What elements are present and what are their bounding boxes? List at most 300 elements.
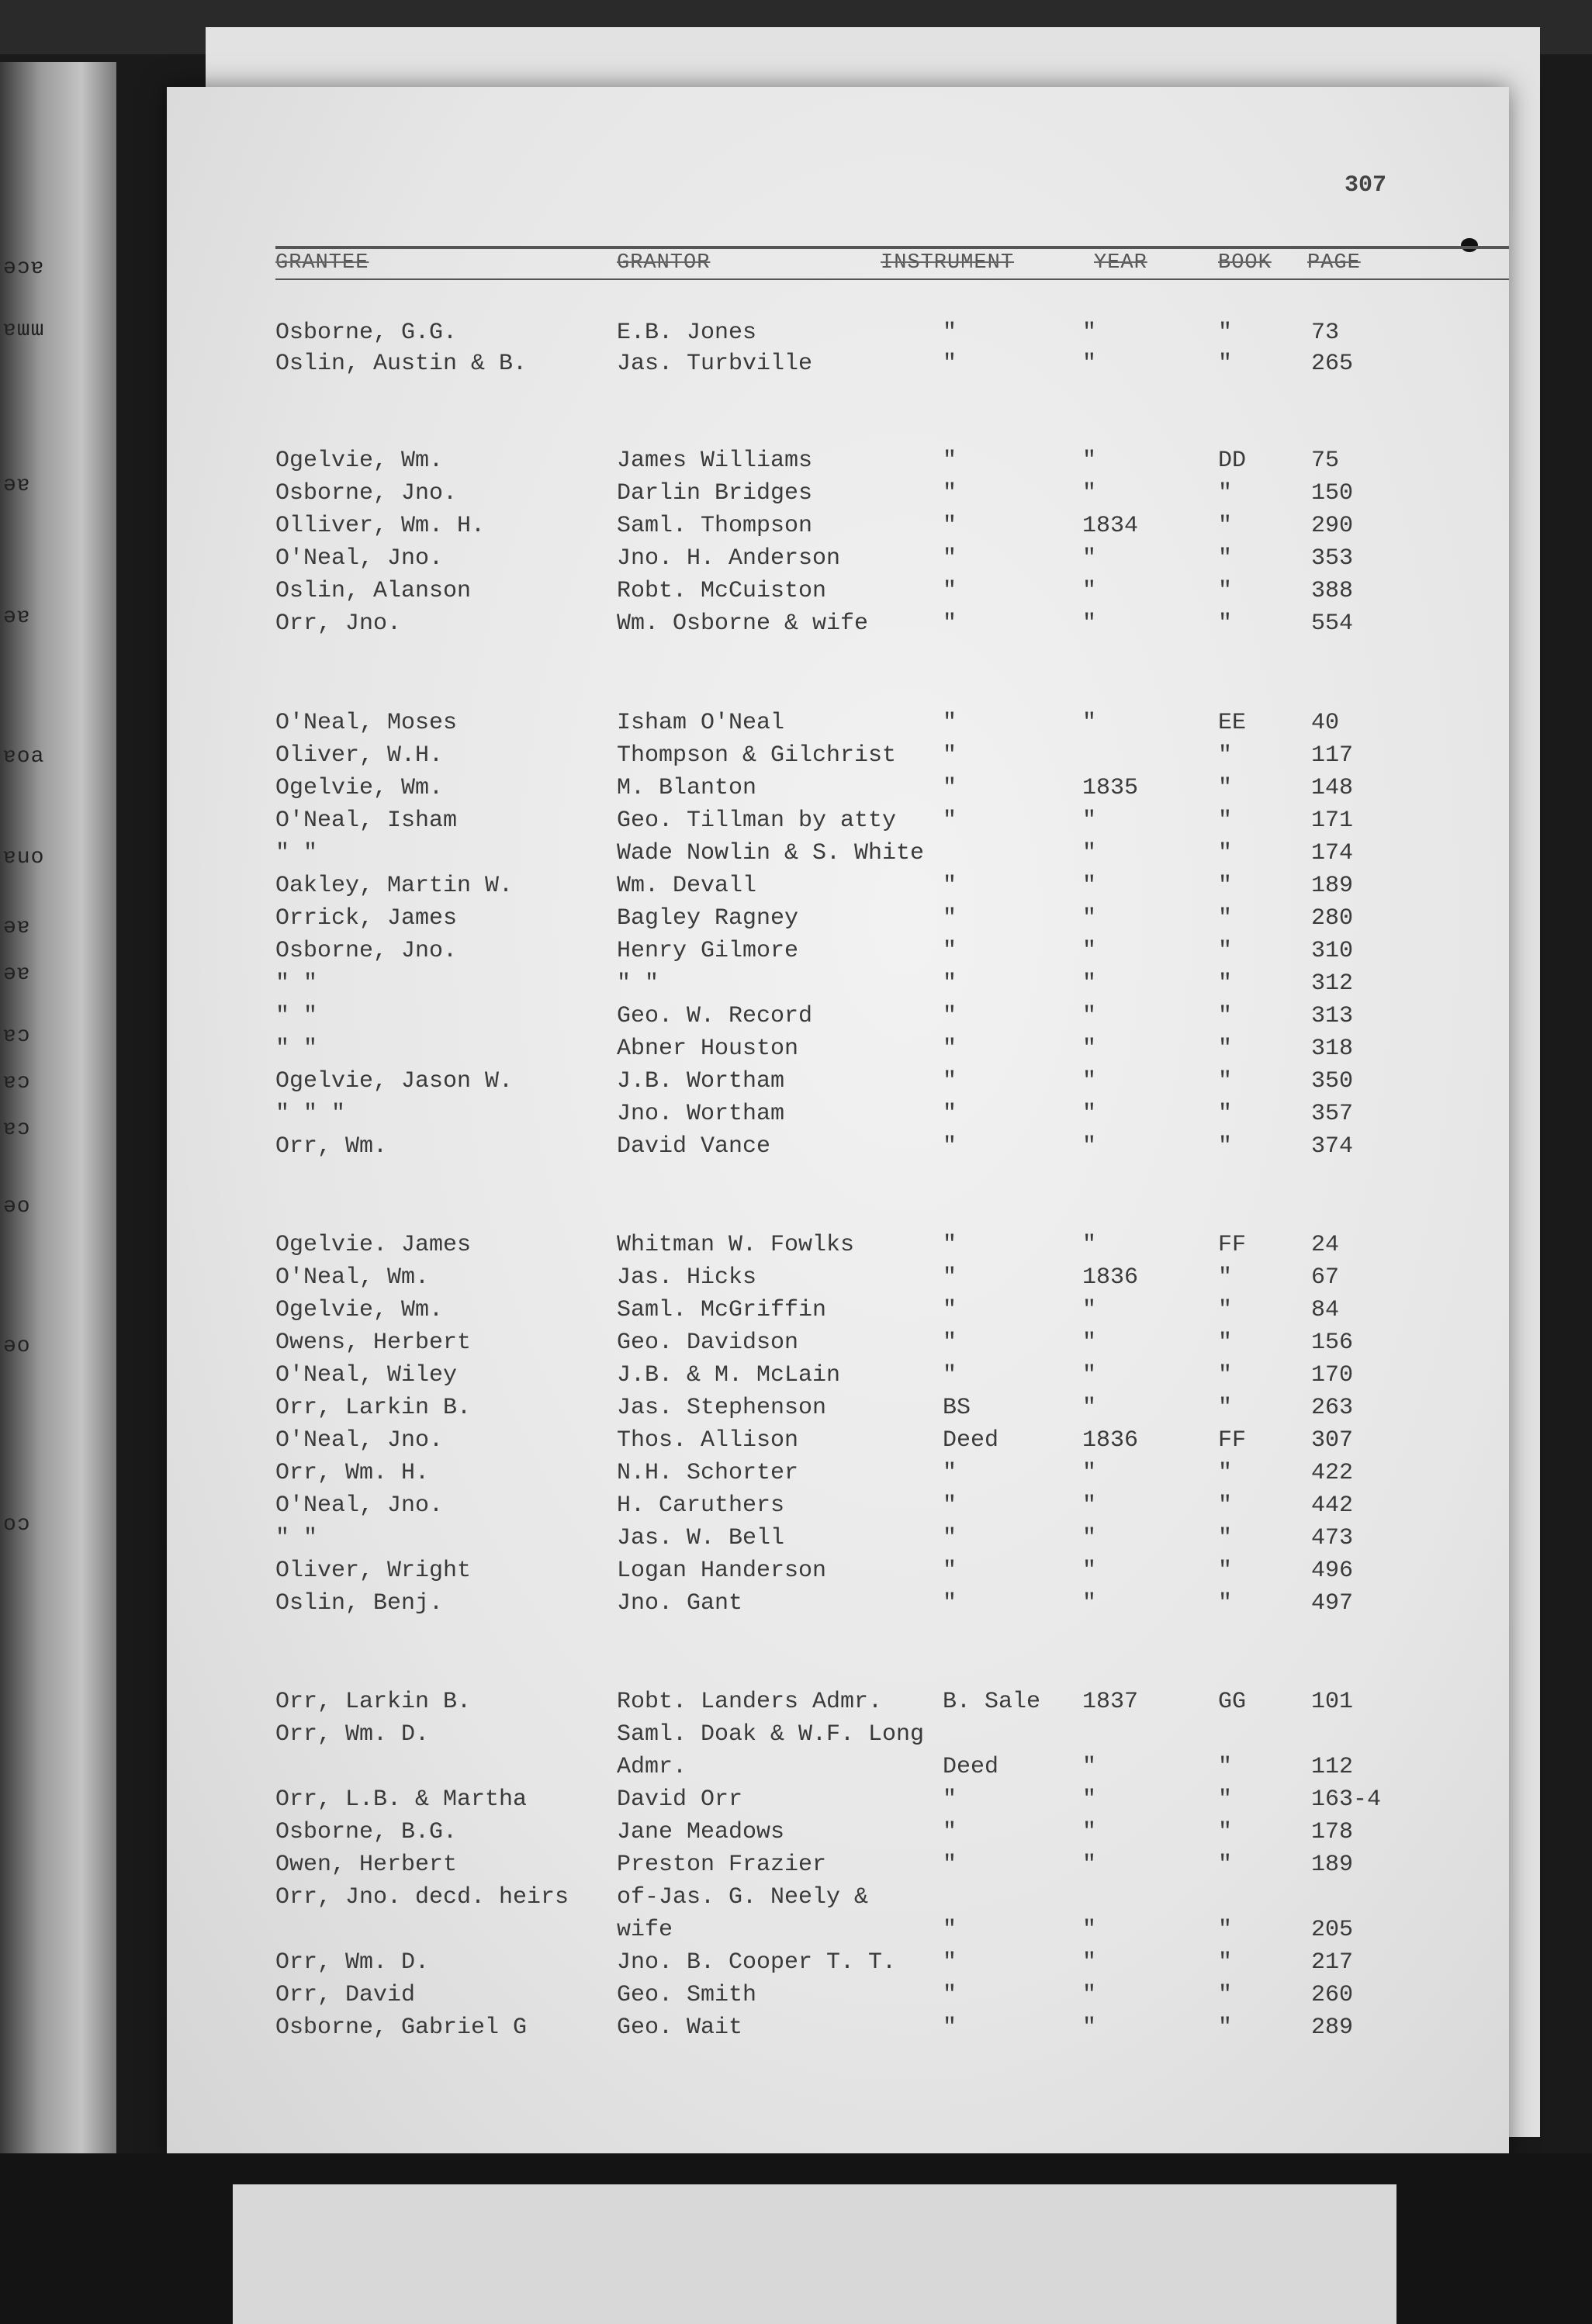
- cell-year: ": [1082, 808, 1097, 834]
- ledger-row: [167, 448, 1509, 480]
- cell-year: ": [1082, 2014, 1097, 2041]
- ledger-row: [167, 873, 1509, 905]
- cell-grantor: Abner Houston: [617, 1036, 799, 1062]
- cell-book: ": [1218, 320, 1233, 346]
- cell-grantor: J.B. & M. McLain: [617, 1362, 841, 1389]
- cell-grantor: Robt. Landers Admr.: [617, 1689, 883, 1715]
- cell-grantee: Osborne, Gabriel G: [275, 2014, 528, 2041]
- cell-grantee: Ogelvie, Wm.: [275, 775, 444, 801]
- cell-book: ": [1218, 578, 1233, 604]
- cell-year: ": [1082, 1949, 1097, 1976]
- ledger-row: [167, 1264, 1509, 1297]
- cell-grantee: O'Neal, Jno.: [275, 1492, 444, 1519]
- cell-book: ": [1218, 1558, 1233, 1584]
- cell-grantor: H. Caruthers: [617, 1492, 785, 1519]
- cell-grantee: Osborne, Jno.: [275, 480, 458, 507]
- cell-instrument: ": [943, 1590, 957, 1617]
- cell-year: ": [1082, 970, 1097, 997]
- cell-grantor: Isham O'Neal: [617, 710, 785, 736]
- cell-book: ": [1218, 1362, 1233, 1389]
- cell-page: 112: [1311, 1754, 1354, 1780]
- cell-year: ": [1082, 1101, 1097, 1127]
- cell-instrument: ": [943, 873, 957, 899]
- cell-book: ": [1218, 480, 1233, 507]
- cell-grantee: Osborne, G.G.: [275, 320, 458, 346]
- cell-year: ": [1082, 1036, 1097, 1062]
- cell-page: 353: [1311, 545, 1354, 572]
- header-year: YEAR: [1094, 251, 1147, 275]
- ledger-row: [167, 578, 1509, 610]
- cell-instrument: ": [943, 1460, 957, 1486]
- ledger-row: [167, 1754, 1509, 1786]
- cell-page: 150: [1311, 480, 1354, 507]
- cell-year: 1836: [1082, 1427, 1139, 1454]
- cell-grantor: Geo. Smith: [617, 1982, 757, 2008]
- cell-grantor: Admr.: [617, 1754, 687, 1780]
- margin-fragment: ǝo: [3, 1334, 31, 1358]
- ledger-row: [167, 775, 1509, 808]
- cell-page: 388: [1311, 578, 1354, 604]
- cell-page: 189: [1311, 873, 1354, 899]
- cell-book: ": [1218, 1068, 1233, 1095]
- ledger-row: [167, 1036, 1509, 1068]
- cell-book: ": [1218, 1819, 1233, 1845]
- cell-instrument: ": [943, 1232, 957, 1258]
- margin-fragment: ɐɔ: [3, 1024, 31, 1048]
- cell-grantor: " ": [617, 970, 659, 997]
- ledger-row: [167, 1982, 1509, 2014]
- cell-grantor: Geo. W. Record: [617, 1003, 813, 1029]
- cell-grantor: Geo. Davidson: [617, 1330, 799, 1356]
- cell-instrument: ": [943, 775, 957, 801]
- cell-grantee: Owens, Herbert: [275, 1330, 472, 1356]
- ledger-row: [167, 1689, 1509, 1721]
- cell-year: ": [1082, 840, 1097, 866]
- cell-grantee: Owen, Herbert: [275, 1852, 458, 1878]
- cell-grantor: Wm. Osborne & wife: [617, 610, 869, 637]
- cell-grantee: " ": [275, 1003, 318, 1029]
- cell-instrument: ": [943, 710, 957, 736]
- cell-grantor: Bagley Ragney: [617, 905, 799, 932]
- cell-grantor: James Williams: [617, 448, 813, 474]
- cell-grantor: Geo. Wait: [617, 2014, 743, 2041]
- cell-grantee: Ogelvie, Wm.: [275, 448, 444, 474]
- ledger-row: [167, 970, 1509, 1003]
- cell-instrument: Deed: [943, 1427, 999, 1454]
- cell-grantor: Jas. Stephenson: [617, 1395, 827, 1421]
- ledger-row: [167, 1852, 1509, 1884]
- cell-page: 174: [1311, 840, 1354, 866]
- cell-instrument: ": [943, 1330, 957, 1356]
- margin-fragment: ǝɐ: [3, 473, 31, 497]
- cell-instrument: ": [943, 513, 957, 539]
- cell-instrument: ": [943, 1133, 957, 1160]
- cell-grantee: Oliver, Wright: [275, 1558, 472, 1584]
- ledger-row: [167, 1721, 1509, 1754]
- cell-year: ": [1082, 873, 1097, 899]
- cell-book: ": [1218, 1297, 1233, 1323]
- cell-book: ": [1218, 2014, 1233, 2041]
- cell-page: 289: [1311, 2014, 1354, 2041]
- cell-grantee: " " ": [275, 1101, 346, 1127]
- header-rule-bottom: [275, 278, 1509, 280]
- ledger-row: [167, 1460, 1509, 1492]
- cell-page: 312: [1311, 970, 1354, 997]
- cell-page: 318: [1311, 1036, 1354, 1062]
- cell-instrument: ": [943, 610, 957, 637]
- cell-grantor: Jas. Hicks: [617, 1264, 757, 1291]
- page-number: 307: [1345, 172, 1387, 199]
- cell-book: FF: [1218, 1427, 1247, 1454]
- cell-year: ": [1082, 545, 1097, 572]
- cell-instrument: ": [943, 1297, 957, 1323]
- cell-book: ": [1218, 1786, 1233, 1813]
- ledger-row: [167, 545, 1509, 578]
- ledger-row: [167, 1917, 1509, 1949]
- cell-page: 260: [1311, 1982, 1354, 2008]
- cell-grantee: " ": [275, 840, 318, 866]
- cell-grantee: Orr, Jno. decd. heirs: [275, 1884, 569, 1911]
- cell-grantor: Jas. W. Bell: [617, 1525, 785, 1551]
- cell-grantor: Jno. Gant: [617, 1590, 743, 1617]
- cell-page: 178: [1311, 1819, 1354, 1845]
- ledger-row: [167, 742, 1509, 775]
- cell-year: ": [1082, 905, 1097, 932]
- cell-book: ": [1218, 1330, 1233, 1356]
- cell-instrument: ": [943, 545, 957, 572]
- cell-page: 265: [1311, 351, 1354, 377]
- margin-fragment: ɐuo: [3, 846, 45, 870]
- cell-grantor: wife: [617, 1917, 673, 1943]
- cell-book: ": [1218, 1949, 1233, 1976]
- cell-page: 307: [1311, 1427, 1354, 1454]
- cell-page: 40: [1311, 710, 1340, 736]
- cell-page: 156: [1311, 1330, 1354, 1356]
- margin-fragment: ɐɔ: [3, 1070, 31, 1095]
- cell-grantor: Wm. Devall: [617, 873, 757, 899]
- cell-book: ": [1218, 1917, 1233, 1943]
- cell-grantor: Jane Meadows: [617, 1819, 785, 1845]
- ledger-row: [167, 1003, 1509, 1036]
- cell-grantor: Thompson & Gilchrist: [617, 742, 897, 769]
- margin-fragment: ɐɔ: [3, 1117, 31, 1141]
- cell-grantor: Saml. McGriffin: [617, 1297, 827, 1323]
- cell-instrument: ": [943, 808, 957, 834]
- cell-year: 1837: [1082, 1689, 1139, 1715]
- cell-year: ": [1082, 1395, 1097, 1421]
- cell-grantor: Geo. Tillman by atty: [617, 808, 897, 834]
- cell-grantee: Ogelvie, Wm.: [275, 1297, 444, 1323]
- ledger-row: [167, 351, 1509, 383]
- cell-page: 163-4: [1311, 1786, 1382, 1813]
- cell-grantor: Saml. Thompson: [617, 513, 813, 539]
- ledger-row: [167, 1427, 1509, 1460]
- header-grantee: GRANTEE: [275, 251, 369, 275]
- cell-page: 290: [1311, 513, 1354, 539]
- cell-instrument: Deed: [943, 1754, 999, 1780]
- margin-fragment: ǝo: [3, 1195, 31, 1219]
- ledger-row: [167, 808, 1509, 840]
- film-border-bottom: [0, 2153, 1592, 2324]
- cell-book: ": [1218, 351, 1233, 377]
- cell-book: ": [1218, 938, 1233, 964]
- cell-book: ": [1218, 1036, 1233, 1062]
- cell-instrument: ": [943, 320, 957, 346]
- cell-year: 1835: [1082, 775, 1139, 801]
- cell-page: 357: [1311, 1101, 1354, 1127]
- cell-book: ": [1218, 1101, 1233, 1127]
- margin-fragment: oɔ: [3, 1513, 31, 1537]
- cell-grantee: Ogelvie. James: [275, 1232, 472, 1258]
- cell-instrument: ": [943, 1525, 957, 1551]
- ink-blot: [1461, 238, 1478, 252]
- cell-grantor: Jno. H. Anderson: [617, 545, 841, 572]
- cell-year: ": [1082, 1754, 1097, 1780]
- cell-grantee: Orr, Wm. D.: [275, 1949, 430, 1976]
- cell-page: 73: [1311, 320, 1340, 346]
- cell-book: ": [1218, 1003, 1233, 1029]
- margin-fragment: ǝɔɐ: [3, 256, 45, 280]
- cell-year: ": [1082, 480, 1097, 507]
- cell-page: 148: [1311, 775, 1354, 801]
- cell-instrument: ": [943, 1068, 957, 1095]
- cell-grantee: Oliver, W.H.: [275, 742, 444, 769]
- light-table-edge: [233, 2184, 1396, 2324]
- cell-instrument: BS: [943, 1395, 971, 1421]
- cell-year: ": [1082, 1232, 1097, 1258]
- ledger-row: [167, 938, 1509, 970]
- margin-fragment: ǝɐ: [3, 962, 31, 986]
- ledger-row: [167, 905, 1509, 938]
- cell-grantee: " ": [275, 1036, 318, 1062]
- cell-instrument: ": [943, 1852, 957, 1878]
- cell-page: 263: [1311, 1395, 1354, 1421]
- cell-page: 75: [1311, 448, 1340, 474]
- ledger-row: [167, 1558, 1509, 1590]
- cell-grantor: David Orr: [617, 1786, 743, 1813]
- cell-page: 310: [1311, 938, 1354, 964]
- cell-grantee: " ": [275, 1525, 318, 1551]
- cell-grantor: Saml. Doak & W.F. Long: [617, 1721, 925, 1748]
- ledger-row: [167, 320, 1509, 352]
- cell-year: ": [1082, 351, 1097, 377]
- cell-grantor: Henry Gilmore: [617, 938, 799, 964]
- cell-book: ": [1218, 840, 1233, 866]
- cell-year: ": [1082, 320, 1097, 346]
- cell-book: ": [1218, 742, 1233, 769]
- cell-instrument: ": [943, 578, 957, 604]
- cell-grantor: Darlin Bridges: [617, 480, 813, 507]
- cell-year: ": [1082, 1786, 1097, 1813]
- cell-grantee: Osborne, B.G.: [275, 1819, 458, 1845]
- cell-book: ": [1218, 808, 1233, 834]
- cell-year: ": [1082, 1525, 1097, 1551]
- margin-fragment: ɐɯɯ: [3, 318, 45, 342]
- cell-book: FF: [1218, 1232, 1247, 1258]
- cell-grantee: Orr, Wm. H.: [275, 1460, 430, 1486]
- cell-year: ": [1082, 448, 1097, 474]
- cell-grantor: Wade Nowlin & S. White: [617, 840, 925, 866]
- cell-year: ": [1082, 938, 1097, 964]
- cell-instrument: B. Sale: [943, 1689, 1041, 1715]
- cell-year: ": [1082, 1362, 1097, 1389]
- cell-page: 313: [1311, 1003, 1354, 1029]
- cell-book: ": [1218, 1754, 1233, 1780]
- cell-grantee: O'Neal, Jno.: [275, 545, 444, 572]
- cell-year: ": [1082, 1297, 1097, 1323]
- cell-page: 422: [1311, 1460, 1354, 1486]
- ledger-row: [167, 2014, 1509, 2047]
- cell-year: 1834: [1082, 513, 1139, 539]
- cell-book: ": [1218, 970, 1233, 997]
- cell-instrument: ": [943, 448, 957, 474]
- ledger-page: [167, 87, 1509, 2166]
- cell-book: ": [1218, 1264, 1233, 1291]
- cell-page: 117: [1311, 742, 1354, 769]
- ledger-row: [167, 1395, 1509, 1427]
- cell-instrument: ": [943, 1949, 957, 1976]
- cell-year: ": [1082, 1068, 1097, 1095]
- cell-grantor: David Vance: [617, 1133, 771, 1160]
- cell-year: ": [1082, 1819, 1097, 1845]
- cell-grantor: of-Jas. G. Neely &: [617, 1884, 869, 1911]
- ledger-row: [167, 1133, 1509, 1166]
- cell-instrument: ": [943, 351, 957, 377]
- ledger-row: [167, 1884, 1509, 1917]
- cell-grantee: Oslin, Alanson: [275, 578, 472, 604]
- header-grantor: GRANTOR: [617, 251, 711, 275]
- header-instrument: INSTRUMENT: [881, 251, 1015, 275]
- cell-year: ": [1082, 1590, 1097, 1617]
- cell-year: ": [1082, 610, 1097, 637]
- cell-grantee: Orr, Jno.: [275, 610, 402, 637]
- cell-instrument: ": [943, 1982, 957, 2008]
- cell-book: ": [1218, 1525, 1233, 1551]
- cell-page: 280: [1311, 905, 1354, 932]
- ledger-row: [167, 1949, 1509, 1982]
- cell-grantor: Thos. Allison: [617, 1427, 799, 1454]
- cell-grantee: Orr, Larkin B.: [275, 1689, 472, 1715]
- cell-year: ": [1082, 1460, 1097, 1486]
- cell-book: ": [1218, 610, 1233, 637]
- cell-grantee: Orr, Larkin B.: [275, 1395, 472, 1421]
- cell-page: 350: [1311, 1068, 1354, 1095]
- margin-fragment: ǝɐ: [3, 915, 31, 939]
- cell-book: GG: [1218, 1689, 1247, 1715]
- cell-instrument: ": [943, 1036, 957, 1062]
- cell-grantee: Osborne, Jno.: [275, 938, 458, 964]
- cell-year: ": [1082, 1982, 1097, 2008]
- cell-book: ": [1218, 545, 1233, 572]
- cell-instrument: ": [943, 742, 957, 769]
- cell-year: 1836: [1082, 1264, 1139, 1291]
- cell-grantor: Whitman W. Fowlks: [617, 1232, 855, 1258]
- cell-grantee: Ogelvie, Jason W.: [275, 1068, 514, 1095]
- cell-page: 442: [1311, 1492, 1354, 1519]
- cell-book: ": [1218, 1852, 1233, 1878]
- cell-instrument: ": [943, 1917, 957, 1943]
- cell-instrument: ": [943, 1101, 957, 1127]
- ledger-row: [167, 513, 1509, 545]
- cell-book: ": [1218, 513, 1233, 539]
- cell-grantor: M. Blanton: [617, 775, 757, 801]
- cell-grantee: Orr, Wm. D.: [275, 1721, 430, 1748]
- cell-grantee: O'Neal, Wiley: [275, 1362, 458, 1389]
- cell-book: ": [1218, 1590, 1233, 1617]
- cell-page: 24: [1311, 1232, 1340, 1258]
- cell-instrument: ": [943, 1362, 957, 1389]
- cell-book: ": [1218, 1133, 1233, 1160]
- cell-instrument: ": [943, 1819, 957, 1845]
- cell-grantee: O'Neal, Moses: [275, 710, 458, 736]
- cell-grantee: Olliver, Wm. H.: [275, 513, 486, 539]
- header-rule-top: [275, 246, 1509, 249]
- cell-grantee: Oslin, Benj.: [275, 1590, 444, 1617]
- cell-page: 170: [1311, 1362, 1354, 1389]
- ledger-row: [167, 1232, 1509, 1264]
- cell-grantor: Robt. McCuiston: [617, 578, 827, 604]
- cell-grantee: Orr, L.B. & Martha: [275, 1786, 528, 1813]
- ledger-row: [167, 1068, 1509, 1101]
- cell-page: 496: [1311, 1558, 1354, 1584]
- cell-page: 497: [1311, 1590, 1354, 1617]
- cell-instrument: ": [943, 1003, 957, 1029]
- cell-book: ": [1218, 1460, 1233, 1486]
- cell-grantee: O'Neal, Isham: [275, 808, 458, 834]
- cell-book: ": [1218, 775, 1233, 801]
- cell-grantee: O'Neal, Wm.: [275, 1264, 430, 1291]
- cell-book: ": [1218, 1982, 1233, 2008]
- cell-book: DD: [1218, 448, 1247, 474]
- header-page: PAGE: [1307, 251, 1361, 275]
- cell-grantee: Oslin, Austin & B.: [275, 351, 528, 377]
- cell-page: 205: [1311, 1917, 1354, 1943]
- cell-grantee: Oakley, Martin W.: [275, 873, 514, 899]
- ledger-row: [167, 1330, 1509, 1362]
- ledger-row: [167, 710, 1509, 742]
- ledger-row: [167, 480, 1509, 513]
- margin-fragment: ɐoa: [3, 745, 45, 769]
- cell-instrument: ": [943, 480, 957, 507]
- cell-instrument: ": [943, 1492, 957, 1519]
- cell-year: ": [1082, 710, 1097, 736]
- cell-book: ": [1218, 1492, 1233, 1519]
- cell-grantee: O'Neal, Jno.: [275, 1427, 444, 1454]
- cell-grantor: Jas. Turbville: [617, 351, 813, 377]
- cell-book: EE: [1218, 710, 1247, 736]
- cell-instrument: ": [943, 1786, 957, 1813]
- cell-page: 473: [1311, 1525, 1354, 1551]
- ledger-row: [167, 610, 1509, 643]
- ledger-row: [167, 1525, 1509, 1558]
- cell-page: 189: [1311, 1852, 1354, 1878]
- margin-fragment: ǝɐ: [3, 605, 31, 629]
- cell-grantee: Orr, David: [275, 1982, 416, 2008]
- cell-year: ": [1082, 1917, 1097, 1943]
- cell-book: ": [1218, 873, 1233, 899]
- cell-instrument: ": [943, 1558, 957, 1584]
- cell-grantor: N.H. Schorter: [617, 1460, 799, 1486]
- ledger-row: [167, 1786, 1509, 1819]
- adjacent-page-strip: [0, 62, 116, 2156]
- cell-grantee: Orrick, James: [275, 905, 458, 932]
- cell-page: 67: [1311, 1264, 1340, 1291]
- cell-year: ": [1082, 1852, 1097, 1878]
- cell-instrument: ": [943, 905, 957, 932]
- cell-book: ": [1218, 1395, 1233, 1421]
- cell-year: ": [1082, 1492, 1097, 1519]
- cell-page: 217: [1311, 1949, 1354, 1976]
